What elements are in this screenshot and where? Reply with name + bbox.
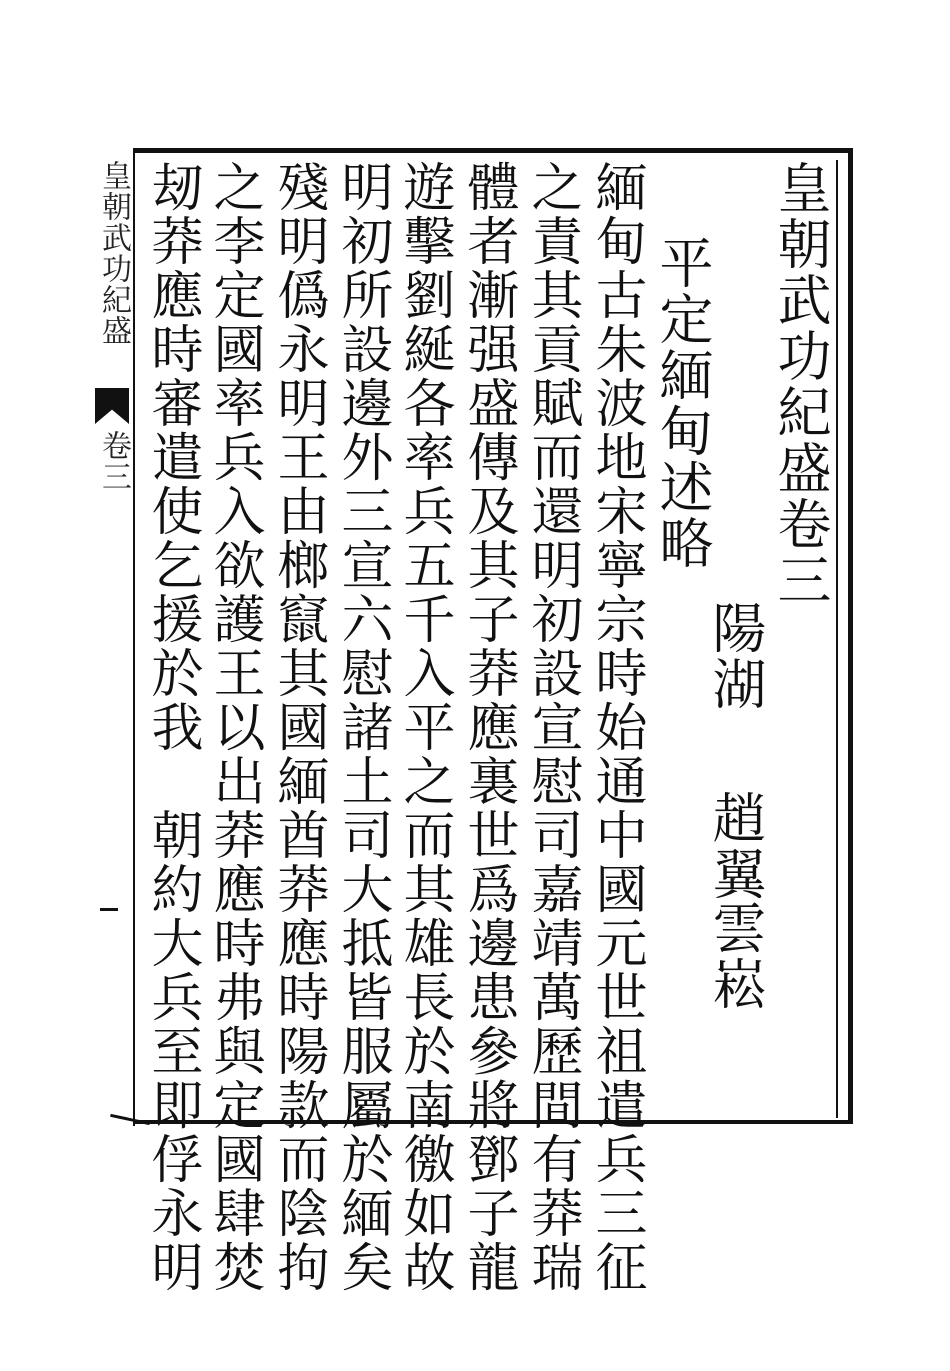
text-column-1: 緬甸古朱波地宋寧宗時始通中國元世祖遣兵三征 bbox=[586, 160, 646, 1294]
author-name: 趙翼 bbox=[704, 790, 767, 902]
text-column-5: 明初所設邊外三宣六慰諸土司大抵皆服屬於緬矣 bbox=[332, 160, 392, 1294]
text-column-4: 遊擊劉綖各率兵五千入平之而其雄長於南徼如故 bbox=[394, 160, 454, 1294]
strip-book-title: 皇朝武功紀盛 bbox=[96, 160, 131, 346]
book-title: 皇朝武功紀盛卷三 bbox=[769, 160, 832, 608]
section-title: 平定緬甸述略 bbox=[651, 235, 714, 571]
frame-inner-rule bbox=[836, 160, 838, 1118]
frame-left-rule bbox=[133, 148, 135, 1126]
author-place: 陽湖 bbox=[704, 600, 767, 712]
fishtail-mark-icon bbox=[95, 388, 129, 424]
text-column-6: 殘明僞永明王由榔竄其國緬酋莽應時陽款而陰拘 bbox=[268, 160, 328, 1294]
text-column-8: 刼莽應時審遣使乞援於我 朝約大兵至即俘永明 bbox=[142, 160, 202, 1294]
strip-page-mark bbox=[100, 908, 118, 911]
text-column-3: 體者漸强盛傳及其子莽應裏世爲邊患參將鄧子龍 bbox=[458, 160, 518, 1294]
text-column-7: 之李定國率兵入欲護王以出莽應時弗與定國肆焚 bbox=[204, 160, 264, 1294]
strip-volume: 卷三 bbox=[96, 430, 131, 492]
author-style: 雲崧 bbox=[704, 900, 767, 1012]
text-column-2: 之責其貢賦而還明初設宣慰司嘉靖萬歷間有莽瑞 bbox=[522, 160, 582, 1294]
